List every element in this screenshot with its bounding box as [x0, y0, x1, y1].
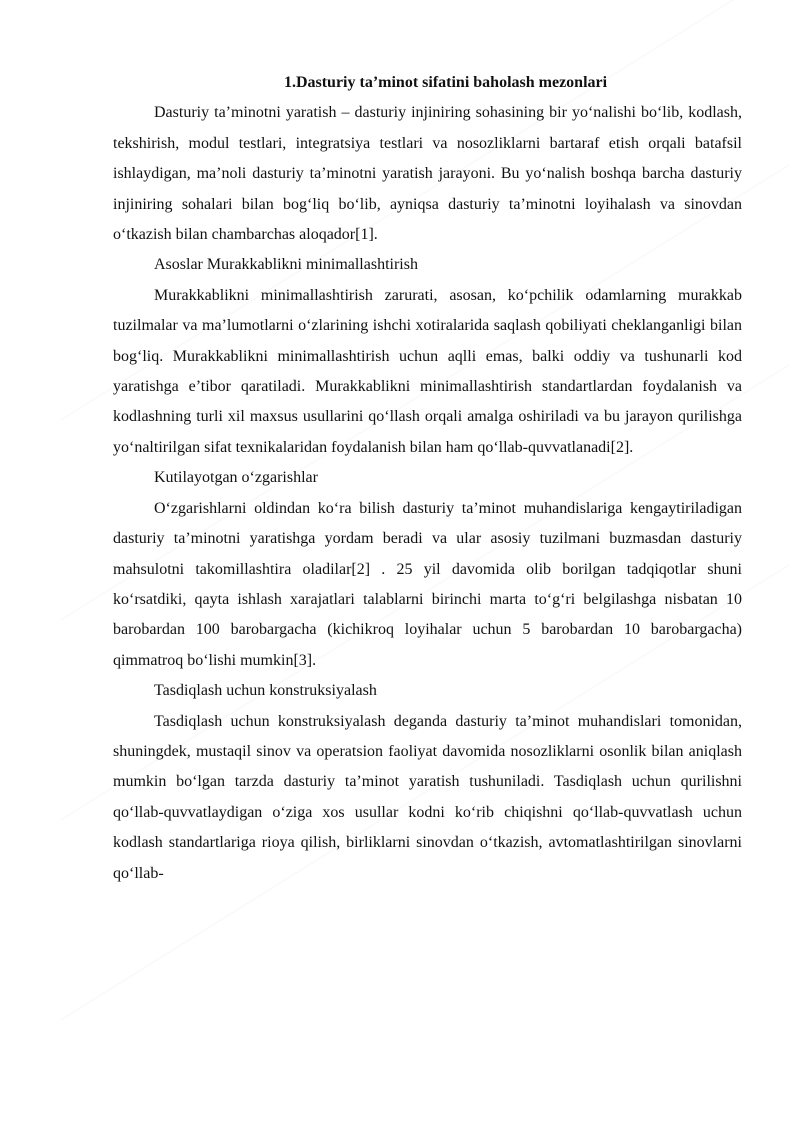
document-title: 1.Dasturiy ta’minot sifatini baholash mezonlari — [283, 74, 608, 91]
section-heading-verification: Tasdiqlash uchun konstruksiyalash — [154, 682, 377, 700]
section-heading-complexity: Asoslar Murakkablikni minimallashtirish — [154, 256, 418, 274]
document-page — [113, 68, 742, 889]
paragraph-changes: O‘zgarishlarni oldindan ko‘ra bilish dasturiy ta’minot muhandislariga kengaytiriladigan dasturiy ta’minotni yaratishga yordam beradi va ular asosiy tuzilmani buzmasdan dasturiy mahsulotni takomillashtira oladilar[2] . 25 yil davomida olib borilgan tadqiqotlar shuni ko‘rsatdiki, qayta ishlash xarajatlari talablarni birinchi marta to‘g‘ri belgilashga nisbatan 10 barobardan 100 barobargacha (kichikroq loyihalar uchun 5 barobardan 10 barobargacha) qimmatroq bo‘lishi mumkin[3]. — [113, 499, 742, 669]
section-heading-changes: Kutilayotgan o‘zgarishlar — [154, 469, 318, 487]
paragraph-verification: Tasdiqlash uchun konstruksiyalash deganda dasturiy ta’minot muhandislari tomonidan, shuningdek, mustaqil sinov va operatsion faoliyat davomida nosozliklarni osonlik bilan aniqlash mumkin bo‘lgan tarzda dasturiy ta’minot yaratish tushuniladi. Tasdiqlash uchun qurilishni qo‘llab-quvvatlaydigan o‘ziga xos usullar kodni ko‘rib chiqishni qo‘llab-quvvatlash uchun kodlash standartlariga rioya qilish, birliklarni sinovdan o‘tkazish, avtomatlashtirilgan sinovlarni qo‘llab- — [113, 712, 742, 882]
paragraph-complexity: Murakkablikni minimallashtirish zarurati, asosan, ko‘pchilik odamlarning murakkab tuzilmalar va ma’lumotlarni o‘zlarining ishchi xotiralarida saqlash qobiliyati cheklanganligi bilan bog‘liq. Murakkablikni minimallashtirish uchun aqlli emas, balki oddiy va tushunarli kod yaratishga e’tibor qaratiladi. Murakkablikni minimallashtirish standartlardan foydalanish va kodlashning turli xil maxsus usullarini qo‘llash orqali amalga oshiriladi va bu jarayon qurilishga yo‘naltirilgan sifat texnikalaridan foydalanish bilan ham qo‘llab-quvvatlanadi[2]. — [113, 286, 742, 456]
paragraph-intro: Dasturiy ta’minotni yaratish – dasturiy injiniring sohasining bir yo‘nalishi bo‘lib, kodlash, tekshirish, modul testlari, integratsiya testlari va nosozliklarni bartaraf etish orqali batafsil ishlaydigan, ma’noli dasturiy ta’minotni yaratish jarayoni. Bu yo‘nalish boshqa barcha dasturiy injiniring sohalari bilan bog‘liq bo‘lib, ayniqsa dasturiy ta’minotni loyihalash va sinovdan o‘tkazish bilan chambarchas aloqador[1]. — [113, 104, 742, 244]
